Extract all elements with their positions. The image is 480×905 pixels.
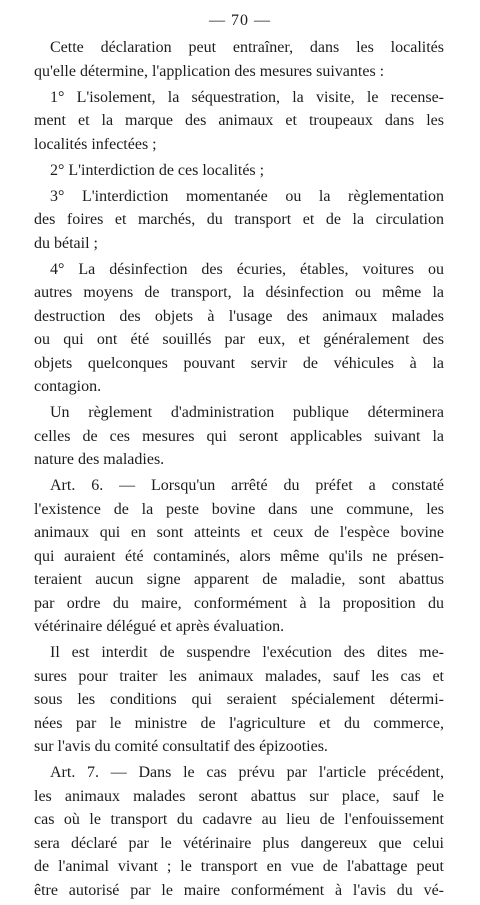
text-line: cas où le transport du cadavre au lieu de l'enfouissement: [34, 811, 444, 828]
text-line: par ordre du maire, conformément à la proposition du: [34, 594, 444, 612]
page-number: — 70 —: [209, 12, 271, 29]
text-line: teraient aucun signe apparent de maladie, sont abattus: [34, 571, 444, 588]
body-text: [34, 36, 444, 905]
text-line: destruction des objets à l'usage des animaux malades: [34, 307, 444, 325]
text-line: l'existence de la peste bovine dans une commune, les: [34, 500, 444, 518]
text-line: vétérinaire délégué et après évaluation.: [34, 618, 285, 635]
text-line: sera déclaré par le vétérinaire plus dangereux que celui: [34, 834, 444, 852]
paragraph: [34, 258, 444, 399]
text-line: des foires et marchés, du transport et de la circulation: [34, 211, 444, 228]
text-line: localités infectées ;: [34, 135, 157, 153]
text-line: nature des maladies.: [34, 451, 165, 468]
text-line: objets quelconques pouvant servir de véhicules à la: [34, 354, 444, 372]
text-line: Art. 7. — Dans le cas prévu par l'article précédent,: [50, 764, 444, 781]
text-line: Cette déclaration peut entraîner, dans les localités: [50, 39, 444, 56]
paragraph: [34, 185, 444, 256]
text-line: celles de ces mesures qui seront applicables suivant la: [34, 427, 444, 445]
text-line: 3° L'interdiction momentanée ou la règlementation: [50, 187, 444, 205]
text-line: Il est interdit de suspendre l'exécution des dites me-: [50, 644, 444, 661]
text-line: sures pour traiter les animaux malades, sauf les cas et: [34, 667, 444, 685]
paragraph: [34, 761, 444, 902]
text-line: être autorisé par le maire conformément à l'avis du vé-: [34, 881, 444, 899]
paragraph: [34, 159, 444, 183]
paragraph: [34, 641, 444, 759]
text-line: qui auraient été contaminés, alors même qu'ils ne présen-: [34, 547, 444, 565]
text-line: qu'elle détermine, l'application des mesures suivantes :: [34, 62, 385, 80]
paragraph: [34, 401, 444, 472]
paragraph: [34, 474, 444, 639]
text-line: sous les conditions qui seraient spécialement détermi-: [34, 691, 444, 708]
paragraph: [34, 36, 444, 83]
text-line: les animaux malades seront abattus sur place, sauf le: [34, 787, 444, 805]
text-line: de l'animal vivant ; le transport en vue de l'abattage peut: [34, 858, 444, 875]
text-line: animaux qui en sont atteints et ceux de l'espèce bovine: [34, 524, 444, 541]
text-line: nées par le ministre de l'agriculture et du commerce,: [34, 714, 444, 732]
text-line: sur l'avis du comité consultatif des épizooties.: [34, 738, 328, 755]
paragraph: [34, 86, 444, 157]
text-line: Art. 6. — Lorsqu'un arrêté du préfet a constaté: [50, 477, 444, 494]
text-line: ment et la marque des animaux et troupeaux dans les: [34, 112, 444, 129]
text-line: Un règlement d'administration publique déterminera: [50, 404, 444, 421]
text-line: 2° L'interdiction de ces localités ;: [50, 161, 265, 179]
text-line: 1° L'isolement, la séquestration, la visite, le recense-: [50, 88, 444, 106]
text-line: 4° La désinfection des écuries, étables, voitures ou: [50, 260, 444, 278]
text-line: contagion.: [34, 378, 102, 395]
text-line: autres moyens de transport, la désinfection ou même la: [34, 284, 444, 301]
text-line: ou qui ont été souillés par eux, et généralement des: [34, 331, 444, 348]
text-line: du bétail ;: [34, 234, 98, 252]
